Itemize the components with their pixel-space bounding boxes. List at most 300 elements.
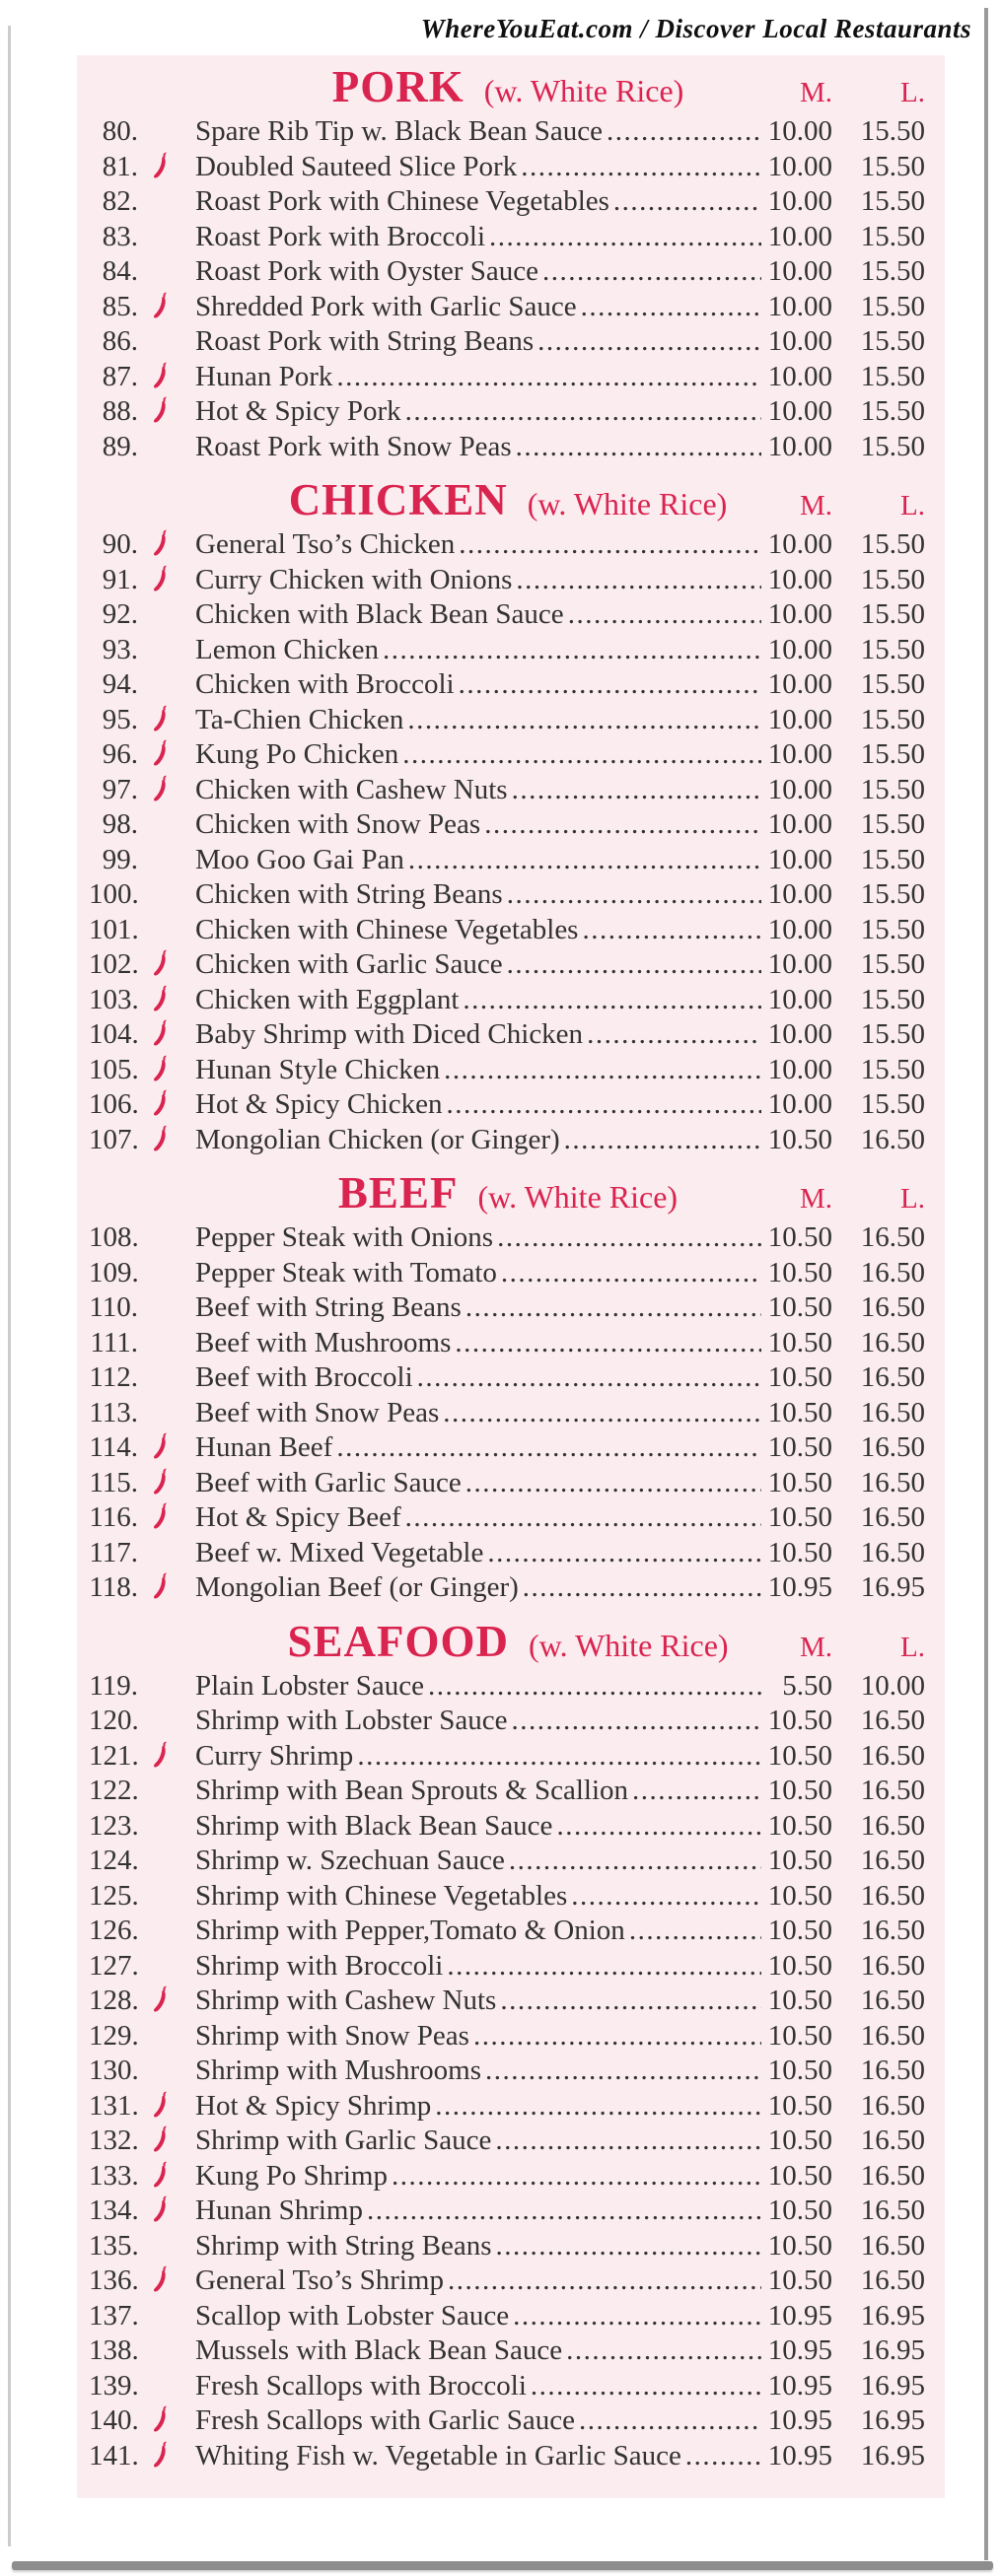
- menu-item: [89, 1428, 925, 1464]
- dotted-leader: [428, 1670, 761, 1706]
- item-name: Beef with Mushrooms: [195, 1326, 452, 1358]
- column-header-medium: M.: [799, 490, 832, 522]
- dotted-leader: [336, 1431, 761, 1467]
- menu-section: [89, 61, 925, 462]
- menu-item: [89, 1772, 925, 1807]
- item-name-row: [195, 325, 761, 361]
- dotted-leader: [459, 528, 761, 564]
- menu-item: [89, 1877, 925, 1913]
- item-number: 101.: [89, 913, 139, 945]
- item-price-medium: 10.50: [767, 1123, 832, 1155]
- dotted-leader: [443, 1397, 761, 1432]
- item-price-medium: 10.50: [767, 1536, 832, 1568]
- menu-item: [89, 595, 925, 631]
- dotted-leader: [405, 1501, 761, 1537]
- spicy-pepper-icon: [138, 911, 195, 946]
- item-number: 84.: [102, 255, 138, 287]
- item-price-medium: 10.00: [767, 325, 832, 357]
- dotted-leader: [629, 1915, 761, 1950]
- item-name-row: [195, 1327, 761, 1362]
- spicy-pepper-icon: [138, 428, 195, 463]
- item-name: Curry Shrimp: [195, 1739, 354, 1772]
- item-number: 82.: [102, 185, 138, 217]
- item-price-large: 16.50: [860, 1705, 925, 1736]
- column-header-medium: M.: [799, 77, 832, 108]
- item-number: 108.: [89, 1221, 139, 1253]
- dotted-leader: [571, 1880, 761, 1915]
- item-price-large: 16.50: [860, 1984, 925, 2016]
- item-name: Chicken with Garlic Sauce: [195, 948, 503, 980]
- spicy-pepper-icon: [138, 288, 195, 323]
- menu-item: [89, 288, 925, 323]
- dotted-leader: [392, 2160, 761, 2195]
- item-number: 89.: [102, 430, 138, 462]
- item-number: 99.: [102, 843, 138, 875]
- menu-section: [89, 1167, 925, 1604]
- item-name: Ta-Chien Chicken: [195, 703, 404, 735]
- spicy-pepper-icon: [138, 1667, 195, 1703]
- menu-item: [89, 2262, 925, 2297]
- spicy-pepper-icon: [138, 841, 195, 876]
- spicy-pepper-icon: [138, 1534, 195, 1569]
- item-price-large: 15.50: [860, 703, 925, 735]
- item-name: Pepper Steak with Tomato: [195, 1256, 497, 1288]
- spicy-pepper-icon: [138, 1842, 195, 1877]
- menu-sections: [89, 61, 925, 2472]
- item-price-large: 16.50: [860, 1221, 925, 1253]
- item-price-large: 15.50: [860, 360, 925, 392]
- item-number: 133.: [89, 2159, 139, 2192]
- section-items: [89, 1218, 925, 1604]
- item-price-large: 16.50: [860, 1466, 925, 1498]
- item-name: Plain Lobster Sauce: [195, 1669, 424, 1702]
- item-price-large: 16.95: [860, 2439, 925, 2472]
- item-number: 91.: [102, 563, 138, 595]
- item-price-large: 15.50: [860, 150, 925, 182]
- item-name-row: [195, 984, 761, 1019]
- spicy-pepper-icon: [138, 805, 195, 841]
- item-number: 130.: [89, 2054, 139, 2086]
- item-number: 94.: [102, 668, 138, 700]
- item-price-medium: 10.00: [767, 948, 832, 980]
- item-price-large: 15.50: [860, 738, 925, 770]
- item-number: 110.: [89, 1291, 138, 1323]
- spicy-pepper-icon: [138, 2087, 195, 2123]
- menu-item: [89, 1568, 925, 1604]
- item-price-large: 15.50: [860, 1053, 925, 1085]
- item-name: Shrimp with Cashew Nuts: [195, 1984, 497, 2016]
- item-number: 109.: [89, 1256, 139, 1288]
- item-name: Mongolian Chicken (or Ginger): [195, 1123, 560, 1155]
- item-number: 104.: [89, 1018, 139, 1050]
- section-title: BEEF: [337, 1168, 459, 1218]
- menu-item: [89, 2367, 925, 2402]
- item-price-medium: 10.00: [767, 528, 832, 560]
- item-price-medium: 10.50: [767, 1501, 832, 1533]
- item-name: Whiting Fish w. Vegetable in Garlic Sauce: [195, 2439, 681, 2472]
- menu-item: [89, 2087, 925, 2123]
- menu-item: [89, 1982, 925, 2017]
- item-name: Shrimp with Snow Peas: [195, 2019, 469, 2052]
- item-number: 93.: [102, 633, 138, 665]
- item-name: Beef with Snow Peas: [195, 1396, 440, 1428]
- menu-item: [89, 1394, 925, 1429]
- item-price-large: 16.95: [860, 2334, 925, 2366]
- item-name: Chicken with Black Bean Sauce: [195, 598, 564, 630]
- item-price-medium: 10.50: [767, 1221, 832, 1253]
- item-name: Roast Pork with Snow Peas: [195, 430, 512, 462]
- item-number: 134.: [89, 2194, 139, 2226]
- section-subtitle: (w. White Rice): [475, 73, 684, 108]
- dotted-leader: [455, 1327, 761, 1362]
- item-name: General Tso’s Shrimp: [195, 2264, 444, 2296]
- item-name-row: [195, 1467, 761, 1502]
- item-name: Mussels with Black Bean Sauce: [195, 2334, 563, 2366]
- spicy-pepper-icon: [138, 1807, 195, 1843]
- item-name-row: [195, 844, 761, 879]
- item-name-row: [195, 564, 761, 599]
- spicy-pepper-icon: [138, 1254, 195, 1289]
- item-price-large: 16.95: [860, 1571, 925, 1603]
- spicy-pepper-icon: [138, 981, 195, 1016]
- item-number: 135.: [89, 2229, 139, 2262]
- spicy-pepper-icon: [138, 1464, 195, 1499]
- item-number: 122.: [89, 1775, 139, 1806]
- section-title-group: [195, 1167, 761, 1218]
- scan-edge-bottom: [12, 2561, 993, 2570]
- item-name-row: [195, 738, 761, 774]
- menu-item: [89, 2297, 925, 2332]
- menu-section: [89, 1616, 925, 2472]
- item-name-row: [195, 2090, 761, 2125]
- item-price-medium: 10.50: [767, 1879, 832, 1912]
- spicy-pepper-icon: [138, 1947, 195, 1983]
- section-title: CHICKEN: [288, 475, 508, 524]
- item-name: Chicken with String Beans: [195, 878, 503, 910]
- item-price-large: 16.95: [860, 2299, 925, 2332]
- spicy-pepper-icon: [138, 595, 195, 631]
- item-name: Chicken with Cashew Nuts: [195, 773, 508, 805]
- item-price-medium: 10.00: [767, 633, 832, 665]
- item-name: Chicken with Broccoli: [195, 668, 455, 700]
- spicy-pepper-icon: [138, 1324, 195, 1359]
- item-price-medium: 10.00: [767, 360, 832, 392]
- item-price-medium: 10.50: [767, 2264, 832, 2296]
- item-name: Fresh Scallops with Broccoli: [195, 2369, 527, 2402]
- item-price-medium: 10.50: [767, 2194, 832, 2226]
- item-number: 123.: [89, 1809, 139, 1842]
- item-price-large: 16.50: [860, 1431, 925, 1463]
- section-header: [89, 1167, 925, 1218]
- item-name-row: [195, 151, 761, 186]
- item-name-row: [195, 1915, 761, 1950]
- item-price-large: 10.00: [860, 1669, 925, 1702]
- item-number: 129.: [89, 2019, 139, 2052]
- menu-item: [89, 1498, 925, 1534]
- item-name-row: [195, 598, 761, 634]
- dotted-leader: [459, 668, 761, 704]
- dotted-leader: [581, 291, 761, 326]
- item-price-medium: 10.50: [767, 1396, 832, 1428]
- item-price-large: 15.50: [860, 563, 925, 595]
- item-number: 139.: [89, 2369, 139, 2402]
- section-title-group: [195, 61, 761, 112]
- item-price-large: 16.50: [860, 2159, 925, 2192]
- menu-item: [89, 428, 925, 463]
- item-number: 90.: [102, 528, 138, 560]
- item-number: 107.: [89, 1123, 139, 1155]
- item-price-large: 16.50: [860, 2229, 925, 2262]
- item-name: Chicken with Eggplant: [195, 983, 460, 1015]
- dotted-leader: [408, 844, 761, 879]
- item-price-medium: 10.50: [767, 1775, 832, 1806]
- item-number: 81.: [102, 150, 138, 182]
- menu-item: [89, 1702, 925, 1737]
- menu-item: [89, 2122, 925, 2157]
- item-price-large: 15.50: [860, 395, 925, 427]
- item-price-medium: 10.50: [767, 2019, 832, 2052]
- section-header: [89, 61, 925, 112]
- item-price-large: 16.50: [860, 2019, 925, 2052]
- item-name-row: [195, 634, 761, 669]
- dotted-leader: [448, 2264, 761, 2300]
- dotted-leader: [435, 2090, 761, 2125]
- spicy-pepper-icon: [138, 631, 195, 666]
- item-number: 97.: [102, 773, 138, 805]
- item-number: 88.: [102, 395, 138, 427]
- menu-item: [89, 631, 925, 666]
- scan-edge-right: [984, 8, 988, 2560]
- dotted-leader: [556, 1810, 761, 1845]
- item-price-medium: 10.50: [767, 2054, 832, 2086]
- menu-item: [89, 2437, 925, 2472]
- item-price-medium: 10.50: [767, 1809, 832, 1842]
- item-price-medium: 10.50: [767, 2124, 832, 2156]
- item-number: 117.: [89, 1536, 138, 1568]
- menu-item: [89, 2192, 925, 2227]
- menu-item: [89, 1254, 925, 1289]
- item-number: 136.: [89, 2264, 139, 2296]
- item-price-large: 15.50: [860, 528, 925, 560]
- item-price-medium: 10.00: [767, 843, 832, 875]
- item-price-large: 16.50: [860, 1845, 925, 1876]
- item-name: Shrimp with Pepper,Tomato & Onion: [195, 1915, 625, 1946]
- item-price-large: 16.50: [860, 1501, 925, 1533]
- spicy-pepper-icon: [138, 392, 195, 428]
- dotted-leader: [568, 598, 761, 634]
- menu-item: [89, 875, 925, 911]
- item-price-large: 16.50: [860, 1809, 925, 1842]
- menu-item: [89, 2052, 925, 2087]
- item-price-large: 16.95: [860, 2404, 925, 2436]
- item-number: 102.: [89, 948, 139, 980]
- dotted-leader: [685, 2440, 761, 2475]
- item-price-medium: 10.00: [767, 395, 832, 427]
- item-name-row: [195, 2160, 761, 2195]
- menu-item: [89, 841, 925, 876]
- item-number: 119.: [89, 1669, 138, 1702]
- spicy-pepper-icon: [138, 2297, 195, 2332]
- item-number: 86.: [102, 325, 138, 357]
- menu-item: [89, 1015, 925, 1051]
- spicy-pepper-icon: [138, 2437, 195, 2472]
- item-name-row: [195, 1984, 761, 2020]
- item-price-large: 15.50: [860, 633, 925, 665]
- item-name-row: [195, 1537, 761, 1572]
- dotted-leader: [513, 2300, 761, 2335]
- menu-item: [89, 2332, 925, 2367]
- item-name: Scallop with Lobster Sauce: [195, 2299, 510, 2332]
- item-price-large: 15.50: [860, 1088, 925, 1120]
- dotted-leader: [405, 395, 761, 431]
- item-name-row: [195, 1361, 761, 1397]
- item-price-medium: 10.00: [767, 1018, 832, 1050]
- item-price-large: 16.50: [860, 2054, 925, 2086]
- item-price-medium: 10.50: [767, 2229, 832, 2262]
- item-name: Beef with Broccoli: [195, 1361, 413, 1393]
- item-name: Shrimp w. Szechuan Sauce: [195, 1845, 505, 1876]
- dotted-leader: [357, 1740, 761, 1775]
- item-name-row: [195, 1018, 761, 1054]
- item-price-large: 15.50: [860, 878, 925, 910]
- item-name: Shredded Pork with Garlic Sauce: [195, 290, 577, 322]
- item-price-medium: 10.00: [767, 220, 832, 252]
- item-number: 98.: [102, 808, 138, 840]
- item-name-row: [195, 291, 761, 326]
- item-name: Hunan Beef: [195, 1431, 333, 1463]
- item-price-medium: 10.50: [767, 1291, 832, 1323]
- item-price-medium: 10.00: [767, 255, 832, 287]
- menu-item: [89, 112, 925, 148]
- column-header-large: L.: [900, 1631, 925, 1663]
- item-number: 100.: [89, 878, 139, 910]
- dotted-leader: [484, 808, 761, 844]
- item-name-row: [195, 1257, 761, 1292]
- section-subtitle: (w. White Rice): [520, 1627, 729, 1663]
- dotted-leader: [383, 634, 761, 669]
- item-price-large: 16.95: [860, 2369, 925, 2402]
- dotted-leader: [495, 2124, 761, 2160]
- item-price-medium: 5.50: [782, 1669, 832, 1702]
- menu-item: [89, 1667, 925, 1703]
- menu-item: [89, 322, 925, 358]
- item-number: 106.: [89, 1088, 139, 1120]
- spicy-pepper-icon: [138, 2192, 195, 2227]
- item-number: 95.: [102, 703, 138, 735]
- item-number: 80.: [102, 115, 138, 147]
- spicy-pepper-icon: [138, 561, 195, 596]
- item-name: Beef with Garlic Sauce: [195, 1466, 462, 1498]
- menu-item: [89, 148, 925, 183]
- dotted-leader: [507, 878, 761, 914]
- item-number: 115.: [89, 1466, 138, 1498]
- item-name-row: [195, 1810, 761, 1845]
- item-name-row: [195, 1501, 761, 1537]
- spicy-pepper-icon: [138, 1358, 195, 1394]
- item-name: Fresh Scallops with Garlic Sauce: [195, 2404, 575, 2436]
- section-title: SEAFOOD: [287, 1616, 509, 1666]
- item-price-large: 16.50: [860, 1326, 925, 1358]
- spicy-pepper-icon: [138, 875, 195, 911]
- spicy-pepper-icon: [138, 735, 195, 771]
- section-header: [89, 474, 925, 525]
- item-name-row: [195, 1880, 761, 1915]
- column-header-medium: M.: [799, 1183, 832, 1215]
- menu-item: [89, 1912, 925, 1947]
- dotted-leader: [447, 1950, 761, 1985]
- dotted-leader: [402, 738, 761, 774]
- item-price-large: 15.50: [860, 598, 925, 630]
- menu-item: [89, 1324, 925, 1359]
- item-name: Baby Shrimp with Diced Chicken: [195, 1018, 584, 1050]
- item-price-large: 16.50: [860, 2194, 925, 2226]
- menu-item: [89, 561, 925, 596]
- item-price-large: 16.50: [860, 2264, 925, 2296]
- item-number: 132.: [89, 2124, 139, 2156]
- spicy-pepper-icon: [138, 2017, 195, 2053]
- item-name-row: [195, 2264, 761, 2300]
- item-name: Kung Po Chicken: [195, 738, 399, 770]
- item-price-large: 16.50: [860, 1949, 925, 1982]
- item-price-medium: 10.50: [767, 1361, 832, 1393]
- menu-item: [89, 911, 925, 946]
- item-price-medium: 10.00: [767, 703, 832, 735]
- item-name-row: [195, 1431, 761, 1467]
- item-number: 96.: [102, 738, 138, 770]
- spicy-pepper-icon: [138, 252, 195, 288]
- item-name-row: [195, 2370, 761, 2405]
- item-price-medium: 10.00: [767, 185, 832, 217]
- dotted-leader: [507, 948, 761, 984]
- item-price-medium: 10.95: [767, 2299, 832, 2332]
- item-price-medium: 10.50: [767, 1845, 832, 1876]
- item-price-medium: 10.00: [767, 913, 832, 945]
- menu-item: [89, 218, 925, 253]
- item-price-large: 15.50: [860, 843, 925, 875]
- menu-item: [89, 252, 925, 288]
- dotted-leader: [500, 1984, 761, 2020]
- item-name: Hunan Shrimp: [195, 2194, 363, 2226]
- item-price-medium: 10.00: [767, 563, 832, 595]
- dotted-leader: [463, 984, 761, 1019]
- item-price-large: 15.50: [860, 948, 925, 980]
- item-name-row: [195, 2300, 761, 2335]
- item-price-large: 15.50: [860, 220, 925, 252]
- menu-item: [89, 2402, 925, 2437]
- spicy-pepper-icon: [138, 1877, 195, 1913]
- spicy-pepper-icon: [138, 112, 195, 148]
- item-name: Hot & Spicy Beef: [195, 1501, 401, 1533]
- item-number: 141.: [89, 2439, 139, 2472]
- dotted-leader: [489, 221, 761, 256]
- item-name-row: [195, 2230, 761, 2265]
- dotted-leader: [516, 564, 761, 599]
- item-name-row: [195, 774, 761, 809]
- item-price-medium: 10.95: [767, 2369, 832, 2402]
- item-number: 121.: [89, 1739, 139, 1772]
- section-title-group: [195, 474, 761, 525]
- item-name-row: [195, 808, 761, 844]
- item-name-row: [195, 185, 761, 221]
- section-subtitle: (w. White Rice): [469, 1179, 679, 1215]
- dotted-leader: [632, 1775, 761, 1810]
- item-name-row: [195, 115, 761, 151]
- section-items: [89, 525, 925, 1155]
- spicy-pepper-icon: [138, 1121, 195, 1156]
- item-name: Shrimp with Black Bean Sauce: [195, 1809, 553, 1842]
- menu-item: [89, 1842, 925, 1877]
- item-price-medium: 10.00: [767, 738, 832, 770]
